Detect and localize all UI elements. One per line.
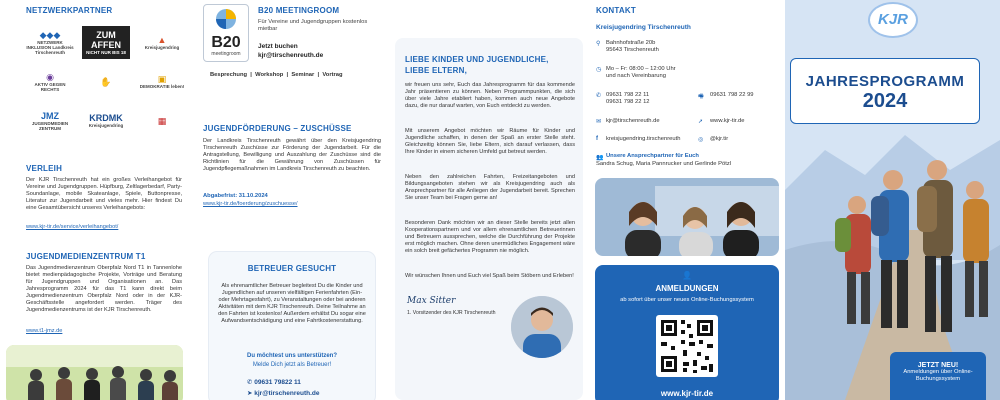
b20-logo-text: B20 bbox=[211, 34, 241, 51]
kontakt-instagram[interactable]: @kjr.tir bbox=[710, 136, 729, 142]
qr-code[interactable] bbox=[656, 315, 718, 377]
betreuer-text: Als ehrenamtlicher Betreuer begleitest Du die Kinder und Jugendlichen auf unseren vielfältigen Ferienfahrten (Ein- oder Mehrtagesfahrt), zu Veranstaltungen oder bei anderen Aktivitäten mit dem KJR Tirschenreuth. Deine Teilnahme an den Fahrten ist kostenlos! Außerdem erhältst Du sogar eine Aufwandsentschädigung und eine Fahrtkostenerstattung. bbox=[218, 283, 366, 324]
user-icon: 👤 bbox=[682, 271, 692, 280]
anmeldung-card bbox=[595, 265, 779, 400]
partner-logo-9: ▦ bbox=[157, 115, 167, 126]
cover-year: 2024 bbox=[862, 90, 908, 112]
kontakt-hours: Mo – Fr: 08:00 – 12:00 Uhr und nach Vereinbarung bbox=[606, 66, 676, 79]
qr-code-image bbox=[656, 315, 718, 377]
foerderung-text: Der Landkreis Tirschenreuth gewährt über den Kreisjugendring Tirschenreuth Zuschüsse zur Förderung der Jugendarbeit. Für die Antragstellung, Bewilligung und Auszahlung der Zuschüsse sind die Richtlinien für die Gewährung von Zuschüssen für Jugendpflegemaßnahmen im Landkreis Tirschenreuth zu beachten. bbox=[203, 138, 381, 172]
networkpartner-heading: NETZWERKPARTNER bbox=[26, 6, 113, 15]
kontakt-org: Kreisjugendring Tirschenreuth bbox=[596, 24, 691, 31]
betreuer-phone: 09631 79822 11 bbox=[254, 379, 301, 386]
foerderung-link[interactable]: www.kjr-tir.de/foerderung/zuschuesse/ bbox=[203, 201, 298, 207]
b20-logo bbox=[203, 4, 249, 62]
partner-logo-3: ▲ Kreisjugendring bbox=[144, 35, 180, 50]
letter-signer: 1. Vorsitzender des KJR Tirschenreuth bbox=[407, 310, 496, 316]
letter-card bbox=[395, 38, 583, 400]
partner-logo-6: ▣ DEMOKRATIE leben! bbox=[139, 74, 185, 89]
anmeldung-url[interactable]: www.kjr-tir.de bbox=[660, 389, 714, 398]
fax-icon: 🖷 bbox=[698, 94, 704, 100]
jmz-link[interactable]: www.t1-jmz.de bbox=[26, 328, 63, 334]
partner-logo-4: ◉ AKTIV GEGEN RECHTS bbox=[34, 71, 66, 92]
cover-title-box bbox=[790, 58, 980, 124]
kontakt-email[interactable]: kjr@tirschenreuth.de bbox=[606, 118, 660, 124]
foerderung-deadline: Abgabefrist: 31.10.2024 bbox=[203, 193, 268, 199]
contacts-photo bbox=[595, 178, 779, 256]
cursor-icon: ➚ bbox=[698, 119, 704, 125]
partner-logo-7: JMZ JUGENDMEDIEN ZENTRUM bbox=[31, 110, 69, 131]
cover-new-badge bbox=[890, 352, 986, 400]
foerderung-heading: JUGENDFÖRDERUNG – ZUSCHÜSSE bbox=[203, 124, 352, 133]
panel-letter bbox=[390, 0, 590, 400]
contacts-photo-image bbox=[595, 178, 779, 256]
kontakt-fax[interactable]: 09631 798 22 99 bbox=[710, 92, 754, 98]
panel-meeting bbox=[195, 0, 390, 400]
kontakt-address: Bahnhofstraße 20b 95643 Tirschenreuth bbox=[606, 40, 659, 53]
betreuer-email: kjr@tirschenreuth.de bbox=[254, 390, 320, 397]
instagram-icon: ◎ bbox=[698, 137, 704, 143]
letter-p3: Neben den zahlreichen Fahrten, Freizeitangeboten und Bildungsangeboten stehen wir als Kreisjugendring auch als Ansprechpartner für alle Anliegen der Jugendarbeit bereit. Sprechen Sie unser Team bei Fragen gerne an! bbox=[405, 174, 575, 201]
kontakt-web[interactable]: www.kjr-tir.de bbox=[710, 118, 745, 124]
facebook-icon: f bbox=[596, 136, 598, 142]
chairman-portrait bbox=[511, 296, 573, 358]
betreuer-question: Du möchtest uns unterstützen? bbox=[246, 353, 337, 359]
people-icon: 👥 bbox=[596, 155, 604, 161]
team-photo bbox=[6, 345, 183, 400]
partner-logo-1: ◆◆◆ NETZWERK INKLUSION Landkreis Tirschenreuth bbox=[26, 30, 74, 55]
verleih-heading: VERLEIH bbox=[26, 164, 63, 173]
meetingroom-tags: Besprechung | Workshop | Seminar | Vortrag bbox=[210, 72, 343, 78]
b20-logo-icon bbox=[213, 8, 239, 30]
mail-icon: ✉ bbox=[596, 119, 602, 125]
phone-icon: ✆ bbox=[596, 93, 602, 99]
clock-icon: ◷ bbox=[596, 67, 602, 73]
anmeldung-heading: ANMELDUNGEN bbox=[655, 284, 719, 293]
phone-icon: ✆ bbox=[247, 379, 255, 386]
panel-contact bbox=[590, 0, 785, 400]
panel-partners bbox=[0, 0, 195, 400]
betreuer-heading: BETREUER GESUCHT bbox=[247, 264, 337, 273]
betreuer-phone-row[interactable] bbox=[247, 378, 301, 386]
jmz-text: Das Jugendmedienzentrum Oberpfalz Nord T1 in Tannenlohe bietet medienpädagogische Projekte, Vorträge und Beratung für Jugendgruppen und Organisationen an. Das Jahresprogramm 2024 für das T1 kann direkt beim Jugendmedienzentrum Oberpfalz Nord oder in der KJR-Geschäftsstelle angefordert werden. Träger des Jugendmedienzentrums ist der KJR Tirschenreuth. bbox=[26, 265, 182, 313]
partner-logo-grid bbox=[26, 26, 186, 137]
partner-logo-2: ZUM AFFEN NICHT NUR BIS 18 bbox=[82, 26, 130, 59]
partner-logo-8: KRDMK Kreisjugendring bbox=[88, 113, 124, 128]
cover-badge-text: Anmeldungen über Online-Buchungssystem bbox=[903, 369, 973, 382]
kontakt-heading: KONTAKT bbox=[596, 6, 636, 15]
b20-logo-sub: meetingroom bbox=[211, 51, 241, 57]
kontakt-contacts-names: Sandra Schug, Maria Pannrucker und Gerlinde Pötzl bbox=[596, 161, 732, 167]
verleih-text: Der KJR Tirschenreuth hat ein großes Verleihangebot für Vereine und Jugendgruppen. Hüpfburg, Zeltlagerbedarf, Party-Soundanlage, mobile Skateanlage, Spiele, Buttonpresse, Literatur zur Jugendarbeit und vieles mehr. Hier findest Du eine Gesamtübersicht unseres Verleihangebots: bbox=[26, 177, 182, 211]
team-photo-image bbox=[6, 345, 183, 400]
send-icon: ➤ bbox=[247, 390, 255, 397]
meetingroom-book-email[interactable]: kjr@tirschenreuth.de bbox=[258, 52, 324, 59]
letter-heading: LIEBE KINDER UND JUGENDLICHE, LIEBE ELTERN, bbox=[405, 55, 549, 75]
verleih-link[interactable]: www.kjr-tir.de/service/verleihangebot/ bbox=[26, 224, 119, 230]
anmeldung-subtitle: ab sofort über unser neues Online-Buchungssystem bbox=[620, 297, 754, 303]
location-icon: ⚲ bbox=[596, 41, 601, 47]
letter-p5: Wir wünschen Ihnen und Euch viel Spaß beim Stöbern und Erleben! bbox=[405, 273, 574, 279]
meetingroom-heading: B20 MEETINGROOM bbox=[258, 6, 340, 15]
kjr-logo bbox=[870, 4, 916, 36]
betreuer-email-row[interactable] bbox=[247, 389, 319, 397]
betreuer-answer: Melde Dich jetzt als Betreuer! bbox=[252, 362, 332, 368]
letter-p2: Mit unserem Angebot möchten wir Räume für Kinder und Jugendliche schaffen, in denen der Spaß an erster Stelle steht. Gleichzeitig können Sie, liebe Eltern, sich darauf verlassen, dass Ihre Kinder in einem sicheren Umfeld gut betreut werden. bbox=[405, 128, 575, 155]
kontakt-contacts-title: Unsere Ansprechpartner für Euch bbox=[606, 153, 699, 159]
meetingroom-book-label: Jetzt buchen bbox=[258, 43, 298, 50]
meetingroom-subtitle: Für Vereine und Jugendgruppen kostenlos mietbar bbox=[258, 19, 368, 32]
kontakt-phones[interactable]: 09631 798 22 11 09631 798 22 12 bbox=[606, 92, 650, 105]
chairman-portrait-image bbox=[511, 296, 573, 358]
partner-logo-5: ✋ bbox=[100, 76, 112, 87]
jmz-heading: JUGENDMEDIENZENTRUM T1 bbox=[26, 252, 146, 261]
letter-signature: Max Sitter bbox=[407, 296, 456, 306]
kontakt-facebook[interactable]: kreisjugendring.tirschenreuth bbox=[606, 136, 681, 142]
kjr-logo-text: KJR bbox=[877, 11, 908, 28]
betreuer-card bbox=[209, 252, 375, 400]
cover-title: JAHRESPROGRAMM bbox=[805, 73, 965, 90]
letter-p4: Besonderen Dank möchten wir an dieser Stelle bereits jetzt allen Kooperationspartnern und vor allem ehrenamtlichen Betreuerinnen und Betreuern aussprechen, welche die Durchführung der Projekte erst möglich machen. Ohne deren unermüdliches Engagement wäre ein solch breit gefächertes Programm nie möglich. bbox=[405, 220, 575, 254]
cover-badge-title: JETZT NEU! bbox=[917, 362, 959, 369]
letter-p1: wir freuen uns sehr, Euch das Jahresprogramm für das kommende Jahr präsentieren zu können. Neben Programmpunkten, die sich über viele Jahre etabliert haben, kommen auch neue Angebote dazu, die nur darauf warten, von Euch entdeckt zu werden. bbox=[405, 82, 575, 109]
